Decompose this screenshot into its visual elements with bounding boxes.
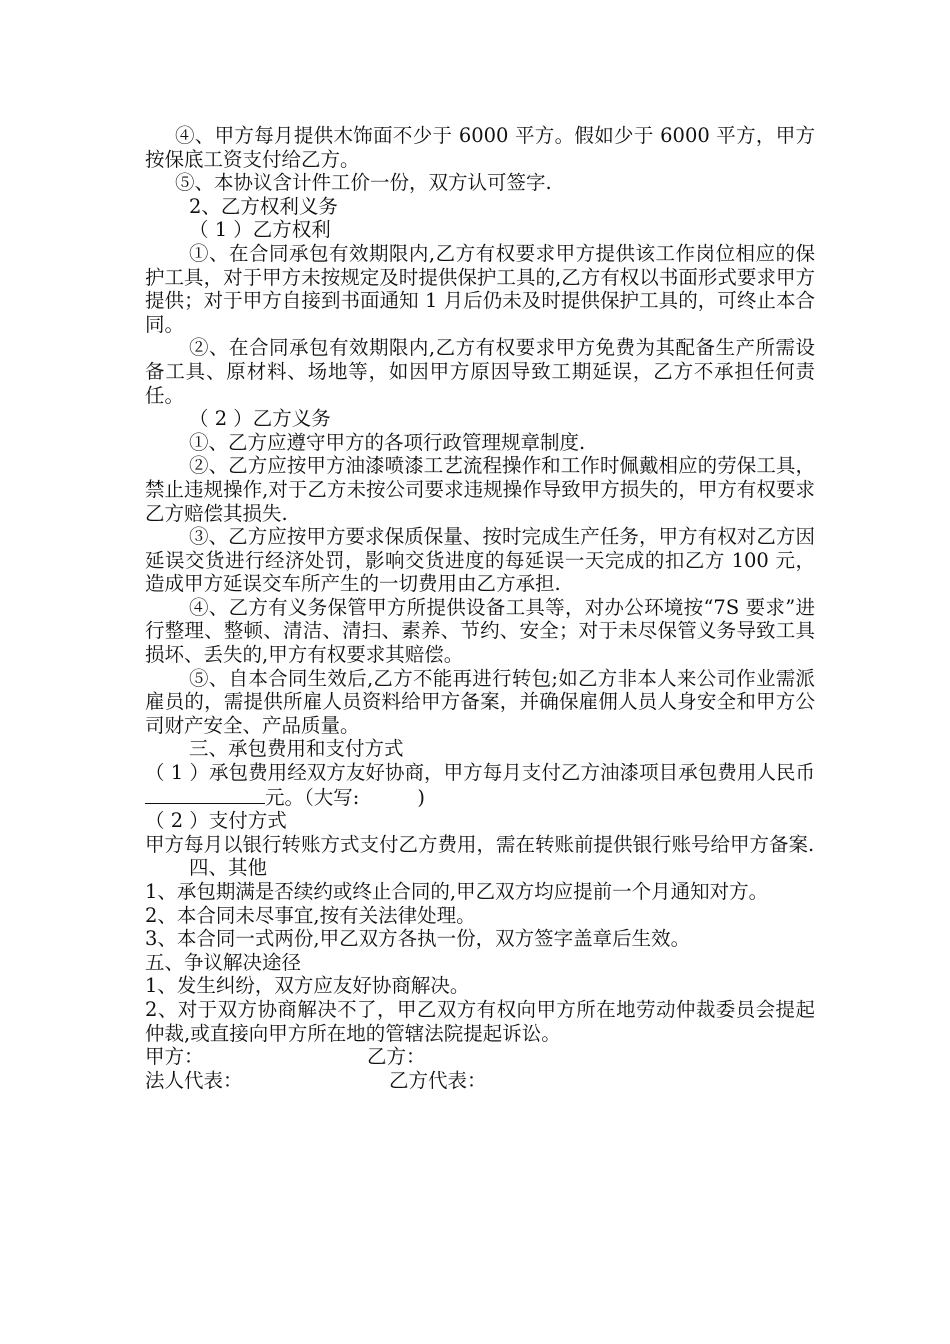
paragraph-q1: （ 2 ）支付方式 xyxy=(145,809,287,833)
contract-page xyxy=(145,124,815,1092)
paragraph-q5: 2、本合同未尽事宜,按有关法律处理。 xyxy=(145,903,476,927)
paragraph-p5: ①、在合同承包有效期限内,乙方有权要求甲方提供该工作岗位相应的保护工具，对于甲方未按规定及时提供保护工具的,乙方有权以书面形式要求甲方提供；对于甲方自接到书面通知 1 月后仍未及时提供保护工具的，可终止本合同。 xyxy=(145,241,815,336)
paragraph-p1: ④、甲方每月提供木饰面不少于 6000 平方。假如少于 6000 平方，甲方按保底工资支付给乙方。 xyxy=(145,124,815,171)
paragraph-q4: 1、承包期满是否续约或终止合同的,甲乙双方均应提前一个月通知对方。 xyxy=(145,880,769,903)
paragraph-p8: ①、乙方应遵守甲方的各项行政管理规章制度. xyxy=(189,430,586,454)
signature-row-1 xyxy=(145,1045,815,1069)
paragraph-p11: ④、乙方有义务保管甲方所提供设备工具等，对办公环境按“7S 要求”进行整理、整顿、清洁、清扫、素养、节约、安全；对于未尽保管义务导致工具损坏、丢失的,甲方有权要求其赔偿。 xyxy=(145,595,815,667)
paragraph-p13: 三、承包费用和支付方式 xyxy=(189,737,404,761)
contract-clauses xyxy=(145,124,815,761)
paragraph-p10: ③、乙方应按甲方要求保质保量、按时完成生产任务，甲方有权对乙方因延误交货进行经济处罚，影响交货进度的每延误一天完成的扣乙方 100 元，造成甲方延误交车所产生的一切费用由乙方承担. xyxy=(145,525,815,596)
party-b-label: 乙方： xyxy=(367,1045,426,1069)
signature-row-2 xyxy=(145,1069,815,1093)
contract-clauses-other xyxy=(145,809,815,1045)
paragraph-p7: （ 2 ）乙方义务 xyxy=(189,407,331,431)
party-b-rep-label: 乙方代表： xyxy=(389,1068,487,1092)
fee-amount-blank xyxy=(145,785,265,804)
paragraph-q9: 2、对于双方协商解决不了，甲乙双方有权向甲方所在地劳动仲裁委员会提起仲裁,或直接向甲方所在地的管辖法院提起诉讼。 xyxy=(145,997,815,1045)
legal-rep-label: 法人代表： xyxy=(145,1068,243,1092)
paragraph-p6: ②、在合同承包有效期限内,乙方有权要求甲方免费为其配备生产所需设备工具、原材料、场地等，如因甲方原因导致工期延误，乙方不承担任何责任。 xyxy=(145,336,815,407)
paragraph-p4: （ 1 ）乙方权利 xyxy=(189,218,331,242)
paragraph-q7: 五、争议解决途径 xyxy=(145,950,302,974)
party-a-label: 甲方： xyxy=(145,1045,204,1069)
paragraph-q3: 四、其他 xyxy=(189,856,268,880)
paragraph-p9: ②、乙方应按甲方油漆喷漆工艺流程操作和工作时佩戴相应的劳保工具，禁止违规操作,对于乙方未按公司要求违规操作导致甲方损失的，甲方有权要求乙方赔偿其损失. xyxy=(145,454,815,525)
paragraph-p2: ⑤、本协议含计件工价一份，双方认可签字. xyxy=(175,171,552,195)
paragraph-p12: ⑤、自本合同生效后,乙方不能再进行转包;如乙方非本人来公司作业需派雇员的，需提供所雇人员资料给甲方备案，并确保雇佣人员人身安全和甲方公司财产安全、产品质量。 xyxy=(145,666,815,737)
paragraph-q8: 1、发生纠纷，双方应友好协商解决。 xyxy=(145,974,470,998)
fee-clause-close: ) xyxy=(417,785,425,809)
paragraph-p3: 2、乙方权利义务 xyxy=(189,194,338,218)
paragraph-q2: 甲方每月以银行转账方式支付乙方费用，需在转账前提供银行账号给甲方备案. xyxy=(145,832,815,856)
paragraph-q6: 3、本合同一式两份,甲乙双方各执一份，双方签字盖章后生效。 xyxy=(145,927,691,951)
fee-clause-unit: 元。（大写: xyxy=(265,785,360,809)
fee-clause-text: （ 1 ）承包费用经双方友好协商，甲方每月支付乙方油漆项目承包费用人民币 xyxy=(145,761,815,785)
fee-clause xyxy=(145,761,815,809)
